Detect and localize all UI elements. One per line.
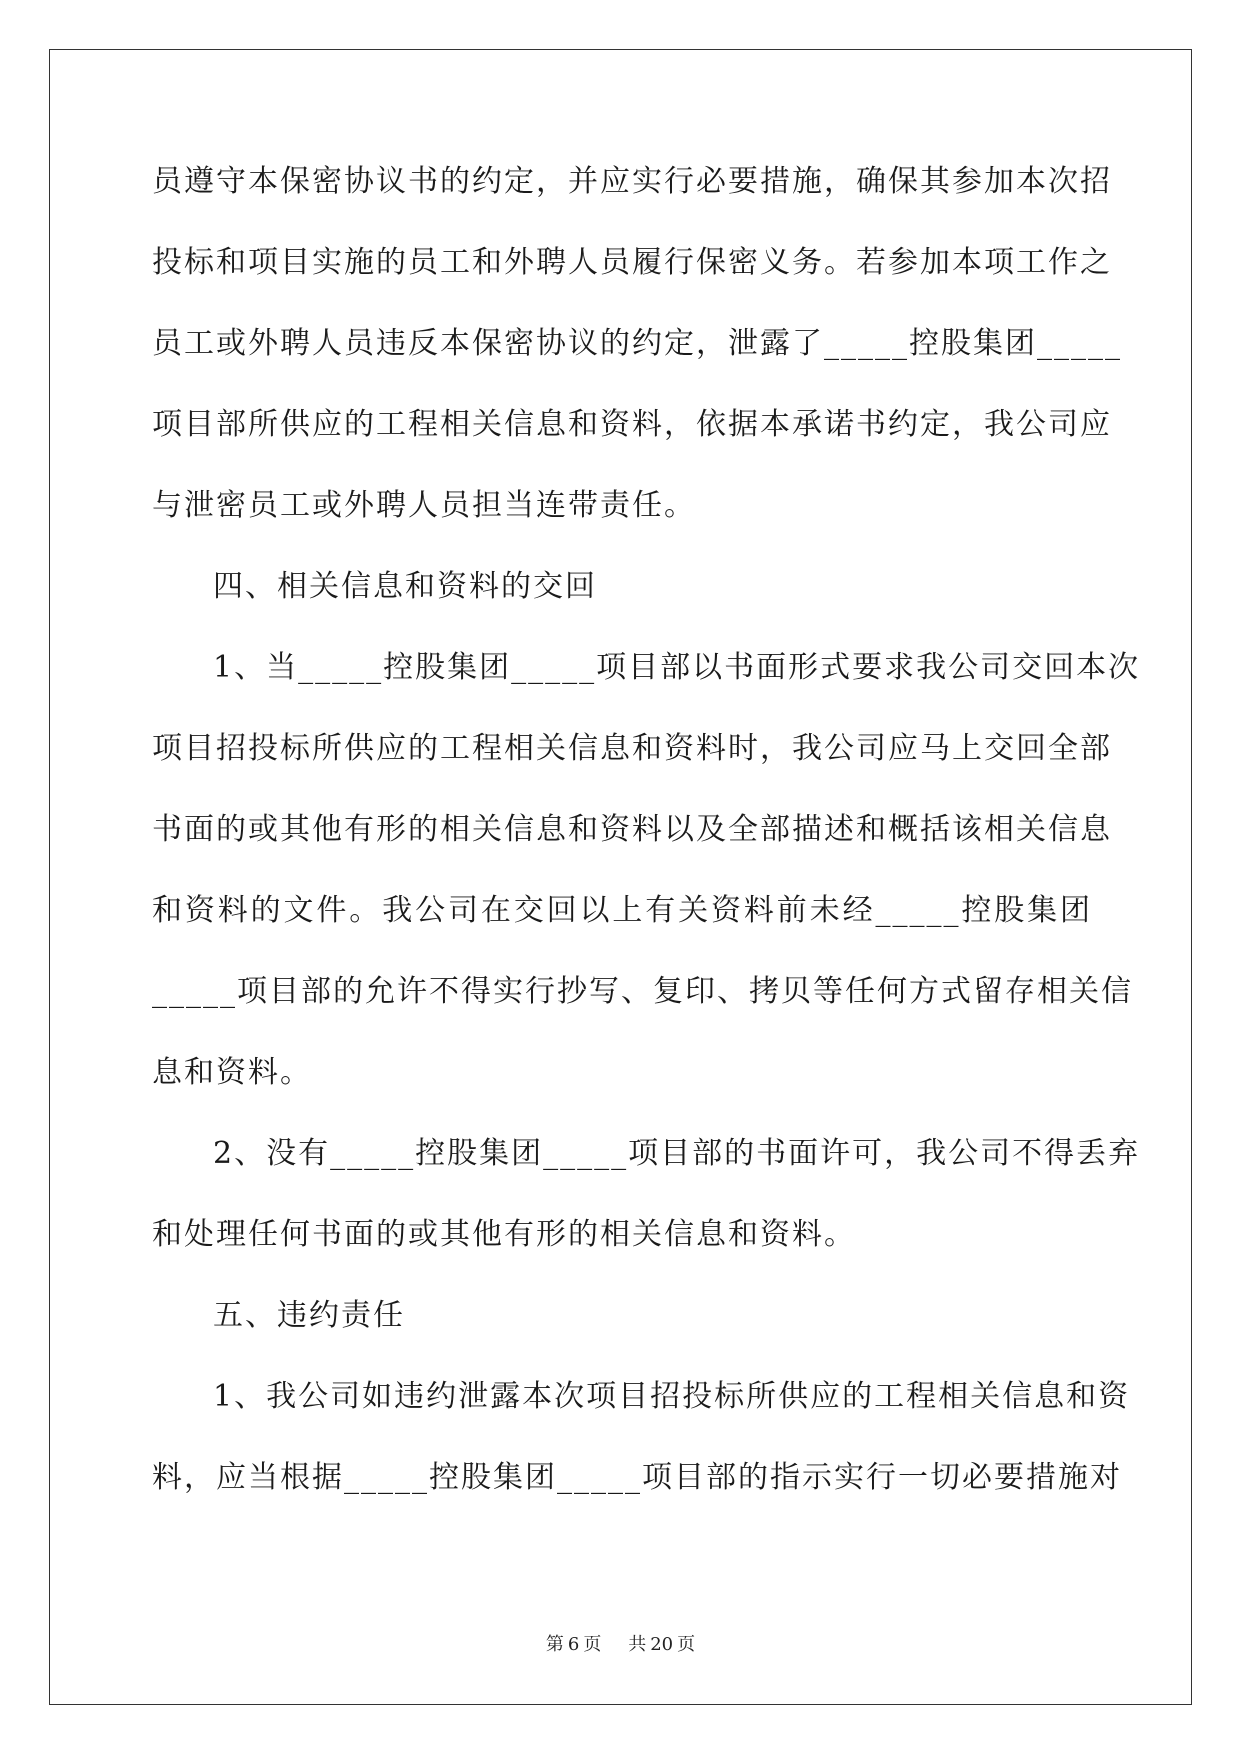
text-line: 1、当_____控股集团_____项目部以书面形式要求我公司交回本次: [213, 650, 1141, 685]
text-line: 员遵守本保密协议书的约定，并应实行必要措施，确保其参加本次招: [152, 164, 1112, 199]
page-footer: [0, 1630, 1241, 1656]
text-line: 息和资料。: [152, 1055, 312, 1090]
text-line: 和处理任何书面的或其他有形的相关信息和资料。: [152, 1217, 856, 1252]
document-body: [152, 162, 1141, 1539]
text-line: 员工或外聘人员违反本保密协议的约定，泄露了_____控股集团_____: [152, 326, 1122, 361]
text-line: 投标和项目实施的员工和外聘人员履行保密义务。若参加本项工作之: [152, 245, 1112, 280]
total-pages: 20: [650, 1634, 674, 1655]
text-line: 料，应当根据_____控股集团_____项目部的指示实行一切必要措施对: [152, 1460, 1122, 1495]
text-line: 2、没有_____控股集团_____项目部的书面许可，我公司不得丢弃: [213, 1136, 1141, 1171]
page-number: 6: [567, 1634, 580, 1655]
text-line: 与泄密员工或外聘人员担当连带责任。: [152, 488, 696, 523]
page-label-suffix: 页: [583, 1634, 602, 1655]
section-heading: 五、违约责任: [213, 1298, 405, 1333]
page-label-prefix: 第: [545, 1634, 564, 1655]
text-line: 书面的或其他有形的相关信息和资料以及全部描述和概括该相关信息: [152, 812, 1112, 847]
text-line: 项目招投标所供应的工程相关信息和资料时，我公司应马上交回全部: [152, 731, 1112, 766]
text-line: 项目部所供应的工程相关信息和资料，依据本承诺书约定，我公司应: [152, 407, 1112, 442]
text-line: _____项目部的允许不得实行抄写、复印、拷贝等任何方式留存相关信: [152, 974, 1133, 1009]
total-suffix: 页: [677, 1634, 696, 1655]
section-heading: 四、相关信息和资料的交回: [213, 569, 597, 604]
total-prefix: 共: [628, 1634, 647, 1655]
text-line: 和资料的文件。我公司在交回以上有关资料前未经_____控股集团: [152, 893, 1092, 928]
text-line: 1、我公司如违约泄露本次项目招投标所供应的工程相关信息和资: [213, 1379, 1131, 1414]
